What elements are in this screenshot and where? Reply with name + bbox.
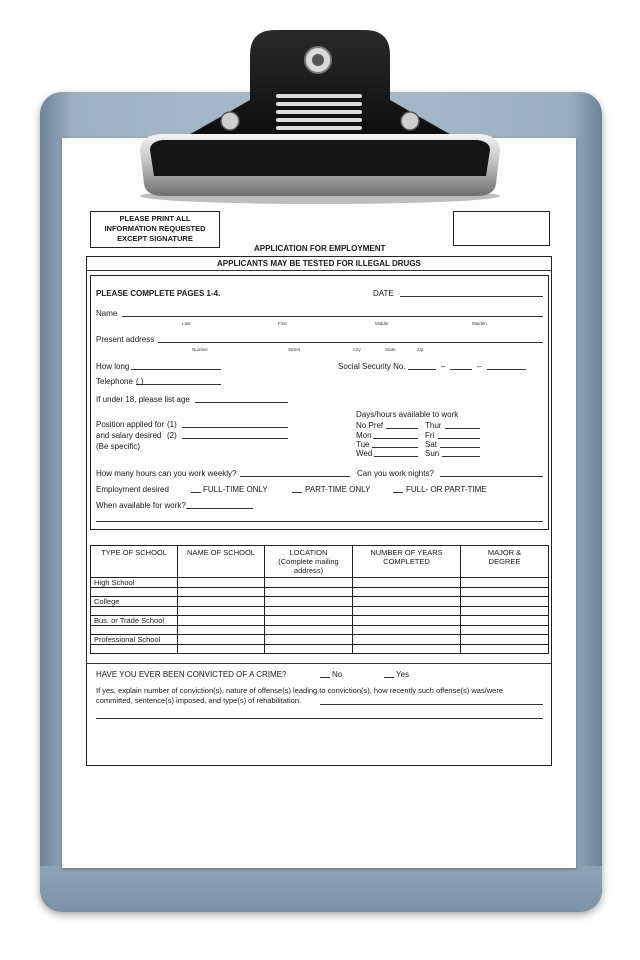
table-cell[interactable]: [353, 616, 461, 626]
day-sat: Sat: [425, 440, 438, 449]
position-choice-1: (1): [167, 420, 177, 429]
position-choice-2: (2): [167, 431, 177, 440]
education-table: [90, 545, 549, 654]
present-address-field[interactable]: [158, 342, 543, 343]
table-cell[interactable]: [265, 645, 353, 654]
table-cell[interactable]: [461, 626, 549, 635]
subtitle-rule: [86, 270, 551, 271]
crime-explain-field-2[interactable]: [96, 718, 543, 719]
full-or-part-time-option: FULL- OR PART-TIME: [406, 485, 487, 494]
day-sat-field[interactable]: [440, 447, 480, 448]
crime-explain-field-1[interactable]: [320, 704, 543, 705]
ssn-field-1[interactable]: [408, 369, 436, 370]
telephone-area-code: ( ): [136, 377, 144, 386]
day-thur-field[interactable]: [445, 428, 480, 429]
name-part-last: Last: [182, 321, 191, 326]
name-part-maiden: Maiden: [472, 321, 487, 326]
crime-no-checkbox[interactable]: [320, 677, 330, 678]
present-address-label: Present address: [96, 335, 155, 344]
table-cell[interactable]: [178, 616, 265, 626]
school-type-high: High School: [91, 578, 178, 588]
table-row: [91, 597, 549, 607]
school-type-professional: Professional School: [91, 635, 178, 645]
clipboard-clip-icon: [0, 0, 640, 210]
position-field-2[interactable]: [182, 438, 288, 439]
table-cell[interactable]: [265, 578, 353, 588]
table-cell[interactable]: [178, 597, 265, 607]
table-cell[interactable]: [178, 635, 265, 645]
table-cell[interactable]: [178, 588, 265, 597]
table-row: [91, 645, 549, 654]
table-row: [91, 635, 549, 645]
crime-no-option: No: [332, 670, 343, 679]
table-cell[interactable]: [353, 597, 461, 607]
be-specific-label: (Be specific): [96, 442, 141, 451]
day-no-pref-field[interactable]: [386, 428, 418, 429]
table-cell[interactable]: [265, 607, 353, 616]
day-tue-field[interactable]: [372, 447, 418, 448]
table-row: [91, 616, 549, 626]
address-part-number: Number: [192, 347, 209, 352]
table-cell[interactable]: [178, 578, 265, 588]
day-wed: Wed: [356, 449, 373, 458]
print-notice-box: [90, 211, 220, 248]
table-cell[interactable]: [461, 645, 549, 654]
crime-explain-line-1: If yes, explain number of conviction(s), nature of offense(s) leading to conviction(s), how recently such offense(s) was/were: [96, 686, 503, 695]
day-no-pref: No Pref: [356, 421, 384, 430]
table-cell[interactable]: [353, 635, 461, 645]
telephone-label: Telephone: [96, 377, 133, 386]
under-18-label: If under 18, please list age: [96, 395, 190, 404]
table-cell[interactable]: [265, 588, 353, 597]
name-field[interactable]: [122, 316, 543, 317]
full-time-option: FULL-TIME ONLY: [203, 485, 268, 494]
complete-pages-note: PLEASE COMPLETE PAGES 1-4.: [96, 289, 221, 298]
position-field-1[interactable]: [182, 427, 288, 428]
table-cell[interactable]: [461, 578, 549, 588]
day-sun-field[interactable]: [442, 456, 480, 457]
table-cell[interactable]: [461, 588, 549, 597]
crime-yes-option: Yes: [396, 670, 410, 679]
available-label: When available for work?: [96, 501, 186, 510]
col-major-degree: MAJOR & DEGREE: [461, 546, 549, 578]
day-sun: Sun: [425, 449, 440, 458]
table-cell[interactable]: [461, 616, 549, 626]
crime-section-rule: [86, 663, 551, 664]
table-cell: [91, 626, 178, 635]
school-type-college: College: [91, 597, 178, 607]
how-long-label: How long: [96, 362, 130, 371]
table-cell[interactable]: [461, 597, 549, 607]
form-subtitle: APPLICANTS MAY BE TESTED FOR ILLEGAL DRUGS: [217, 259, 421, 268]
under-18-age-field[interactable]: [195, 402, 288, 403]
table-cell: [91, 588, 178, 597]
table-cell[interactable]: [353, 588, 461, 597]
table-cell[interactable]: [265, 597, 353, 607]
table-row: [91, 626, 549, 635]
address-part-zip: Zip: [417, 347, 424, 352]
table-cell[interactable]: [178, 607, 265, 616]
col-type-of-school: TYPE OF SCHOOL: [91, 546, 178, 578]
table-cell[interactable]: [178, 645, 265, 654]
address-part-city: City: [353, 347, 361, 352]
date-label: DATE: [373, 289, 394, 298]
table-cell[interactable]: [178, 626, 265, 635]
col-location: LOCATION (Complete mailing address): [265, 546, 353, 578]
print-notice-line-1: PLEASE PRINT ALL: [119, 214, 191, 223]
crime-question: HAVE YOU EVER BEEN CONVICTED OF A CRIME?: [96, 670, 287, 679]
position-label: Position applied for: [96, 420, 165, 429]
table-cell: [91, 607, 178, 616]
part-time-option: PART-TIME ONLY: [305, 485, 371, 494]
clipboard-board-bottom: [40, 866, 602, 912]
col-name-of-school: NAME OF SCHOOL: [178, 546, 265, 578]
ssn-dash-1: –: [441, 362, 446, 371]
employment-desired-label: Employment desired: [96, 485, 169, 494]
hours-weekly-label: How many hours can you work weekly?: [96, 469, 237, 478]
days-hours-title: Days/hours available to work: [356, 410, 459, 419]
ssn-dash-2: –: [477, 362, 482, 371]
day-wed-field[interactable]: [374, 456, 418, 457]
full-or-part-time-checkbox[interactable]: [393, 492, 403, 493]
table-cell[interactable]: [353, 645, 461, 654]
work-nights-field[interactable]: [440, 476, 543, 477]
table-cell[interactable]: [265, 616, 353, 626]
day-mon-field[interactable]: [373, 438, 418, 439]
table-cell[interactable]: [353, 626, 461, 635]
print-notice-line-3: EXCEPT SIGNATURE: [117, 234, 193, 243]
day-thur: Thur: [425, 421, 442, 430]
table-cell[interactable]: [265, 626, 353, 635]
school-type-trade: Bus. or Trade School: [91, 616, 178, 626]
ssn-label: Social Security No.: [338, 362, 406, 371]
name-part-middle: Middle: [375, 321, 389, 326]
day-fri-field[interactable]: [438, 438, 480, 439]
full-time-checkbox[interactable]: [191, 492, 201, 493]
ssn-field-3[interactable]: [487, 369, 526, 370]
table-row: [91, 578, 549, 588]
salary-label: and salary desired: [96, 431, 162, 440]
col-years-completed: NUMBER OF YEARS COMPLETED: [353, 546, 461, 578]
table-cell[interactable]: [353, 607, 461, 616]
table-cell: [91, 645, 178, 654]
crime-yes-checkbox[interactable]: [384, 677, 394, 678]
crime-explain-line-2: committed, sentence(s) imposed, and type(s) of rehabilitation.: [96, 696, 302, 705]
table-cell[interactable]: [461, 607, 549, 616]
table-row: [91, 607, 549, 616]
date-field[interactable]: [400, 296, 543, 297]
table-cell[interactable]: [461, 635, 549, 645]
work-nights-label: Can you work nights?: [357, 469, 434, 478]
available-extra-line[interactable]: [96, 521, 543, 522]
available-field[interactable]: [186, 508, 253, 509]
form-title: APPLICATION FOR EMPLOYMENT: [254, 244, 386, 253]
day-fri: Fri: [425, 431, 435, 440]
address-part-state: State: [385, 347, 396, 352]
telephone-field[interactable]: [136, 384, 221, 385]
ssn-field-2[interactable]: [450, 369, 472, 370]
print-notice-line-2: INFORMATION REQUESTED: [104, 224, 206, 233]
table-cell[interactable]: [353, 578, 461, 588]
how-long-field[interactable]: [131, 369, 221, 370]
table-row: [91, 588, 549, 597]
hours-weekly-field[interactable]: [240, 476, 350, 477]
name-part-first: First: [278, 321, 287, 326]
office-use-box: [453, 211, 550, 246]
day-tue: Tue: [356, 440, 370, 449]
table-cell[interactable]: [265, 635, 353, 645]
part-time-checkbox[interactable]: [292, 492, 302, 493]
day-mon: Mon: [356, 431, 372, 440]
address-part-street: Street: [288, 347, 301, 352]
name-label: Name: [96, 309, 118, 318]
